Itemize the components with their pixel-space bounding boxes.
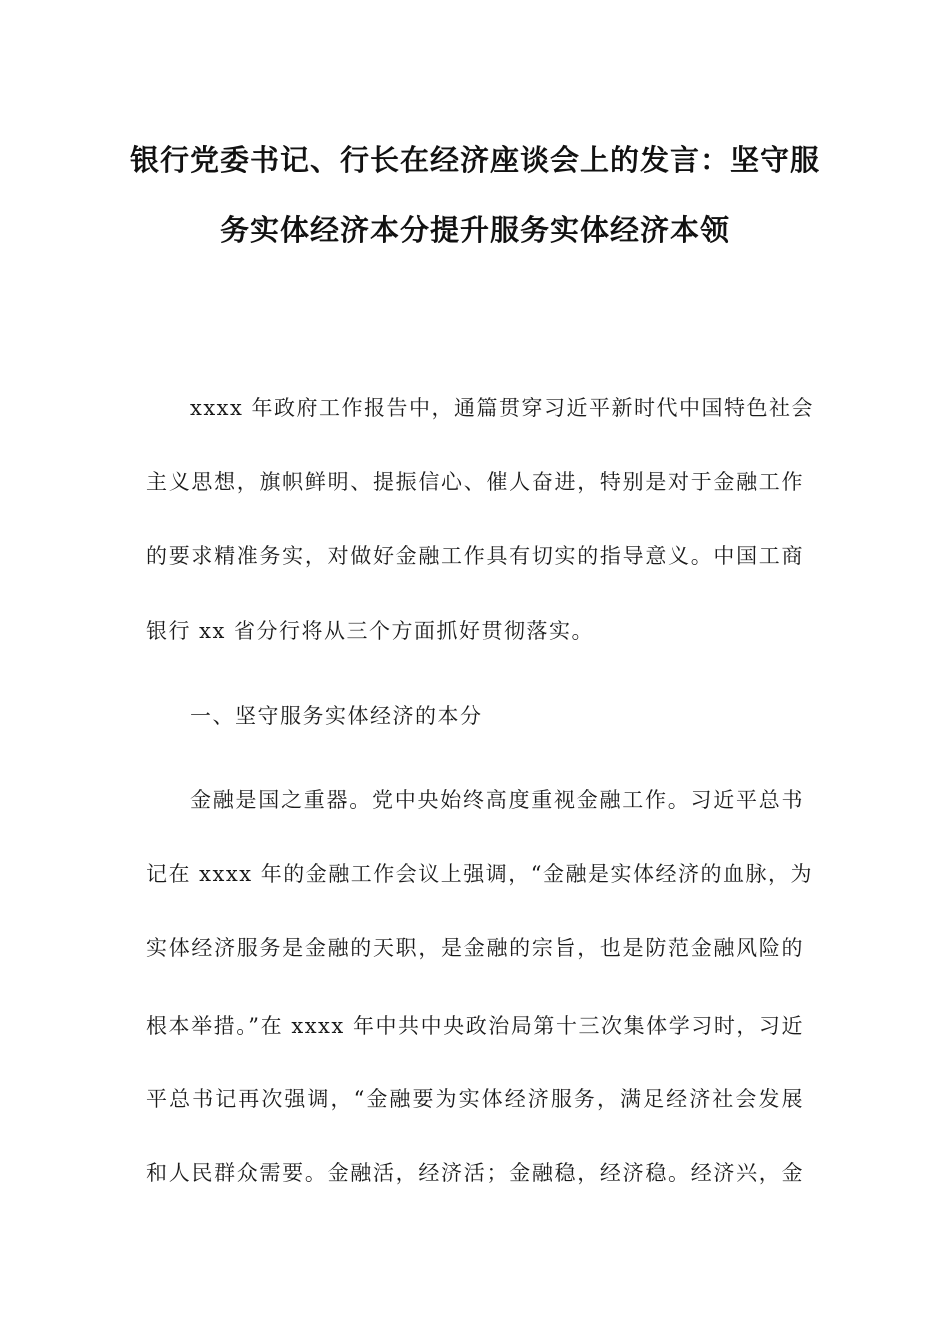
paragraph-1-line-4: 银行 xx 省分行将从三个方面抓好贯彻落实。 bbox=[146, 619, 595, 643]
paragraph-2-line-6: 和人民群众需要。金融活，经济活；金融稳，经济稳。经济兴，金 bbox=[146, 1161, 804, 1185]
paragraph-2-line-4: 根本举措。”在 xxxx 年中共中央政治局第十三次集体学习时，习近 bbox=[146, 1014, 804, 1038]
paragraph-1-line-2: 主义思想，旗帜鲜明、提振信心、催人奋进，特别是对于金融工作 bbox=[146, 470, 804, 494]
paragraph-1-line-3: 的要求精准务实，对做好金融工作具有切实的指导意义。中国工商 bbox=[146, 544, 804, 568]
paragraph-1-line-1: xxxx 年政府工作报告中，通篇贯穿习近平新时代中国特色社会 bbox=[190, 396, 815, 420]
document-title-line-2: 务实体经济本分提升服务实体经济本领 bbox=[219, 213, 730, 247]
paragraph-2-line-3: 实体经济服务是金融的天职，是金融的宗旨，也是防范金融风险的 bbox=[146, 936, 804, 960]
paragraph-2-line-5: 平总书记再次强调，“金融要为实体经济服务，满足经济社会发展 bbox=[146, 1087, 804, 1111]
paragraph-2-line-2: 记在 xxxx 年的金融工作会议上强调，“金融是实体经济的血脉，为 bbox=[146, 862, 813, 886]
paragraph-2-line-1: 金融是国之重器。党中央始终高度重视金融工作。习近平总书 bbox=[190, 788, 804, 812]
section-heading-1: 一、坚守服务实体经济的本分 bbox=[190, 704, 483, 728]
document-title-line-1: 银行党委书记、行长在经济座谈会上的发言：坚守服 bbox=[129, 143, 820, 177]
